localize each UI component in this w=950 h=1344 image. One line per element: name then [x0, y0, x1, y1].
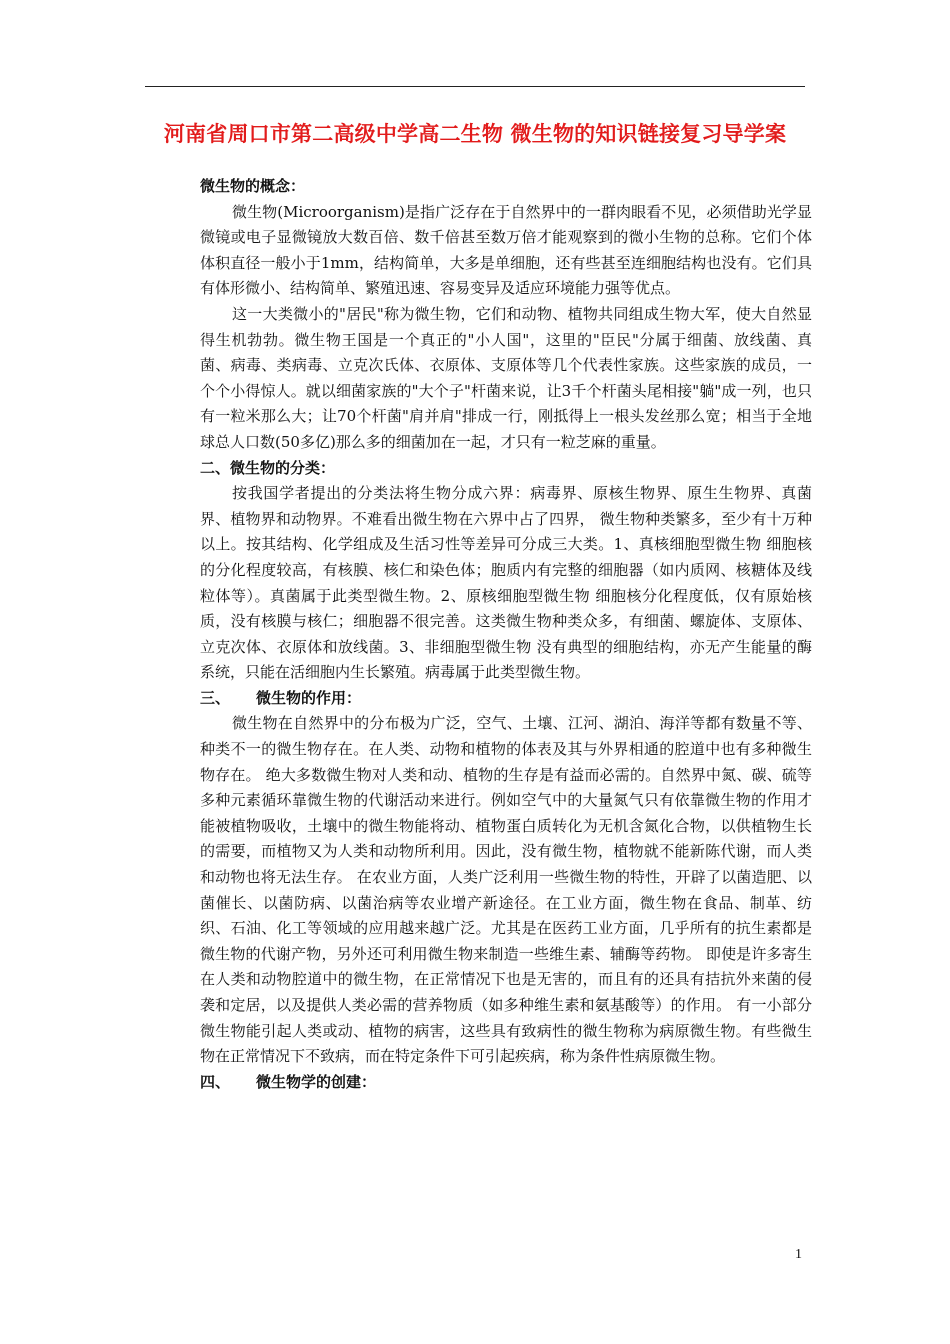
paragraph-function: 微生物在自然界中的分布极为广泛，空气、土壤、江河、湖泊、海洋等都有数量不等、种类不一的微生物存在。在人类、动物和植物的体表及其与外界相通的腔道中也有多种微生物存在。 绝大多数微生物对人类和动、植物的生存是有益而必需的。自然界中氮、碳、硫等多种元素循环靠微生物的代谢活动来进行。例如空气中的大量氮气只有依靠微生物的作用才能被植物吸收，土壤中的微生物能将动、植物蛋白质转化为无机含氮化合物，以供植物生长的需要，而植物又为人类和动物所利用。因此，没有微生物，植物就不能新陈代谢，而人类和动物也将无法生存。 在农业方面，人类广泛利用一些微生物的特性，开辟了以菌造肥、以菌催长、以菌防病、以菌治病等农业增产新途径。在工业方面，微生物在食品、制革、纺织、石油、化工等领域的应用越来越广泛。尤其是在医药工业方面，几乎所有的抗生素都是微生物的代谢产物，另外还可利用微生物来制造一些维生素、辅酶等药物。 即使是许多寄生在人类和动物腔道中的微生物，在正常情况下也是无害的，而且有的还具有拮抗外来菌的侵袭和定居，以及提供人类必需的营养物质（如多种维生素和氨基酸等）的作用。 有一小部分微生物能引起人类或动、植物的病害，这些具有致病性的微生物称为病原微生物。有些微生物在正常情况下不致病，而在特定条件下可引起疾病，称为条件性病原微生物。 [200, 714, 812, 1066]
document-title: 河南省周口市第二高级中学高二生物 微生物的知识链接复习导学案 [163, 121, 787, 146]
section-number-function: 三、 [200, 688, 231, 707]
section-title-founding: 微生物学的创建： [256, 1072, 377, 1091]
paragraph-classification: 按我国学者提出的分类法将生物分成六界：病毒界、原核生物界、原生生物界、真菌界、植物界和动物界。不难看出微生物在六界中占了四界， 微生物种类繁多，至少有十万种以上。按其结构、化学组成及生活习性等差异可分成三大类。1、真核细胞型微生物 细胞核的分化程度较高，有核膜、核仁和染色体；胞质内有完整的细胞器（如内质网、核糖体及线粒体等）。真菌属于此类型微生物。2、原核细胞型微生物 细胞核分化程度低，仅有原始核质，没有核膜与核仁；细胞器不很完善。这类微生物种类众多，有细菌、螺旋体、支原体、立克次体、衣原体和放线菌。3、非细胞型微生物 没有典型的细胞结构，亦无产生能量的酶系统，只能在活细胞内生长繁殖。病毒属于此类型微生物。 [200, 484, 812, 682]
header-rule [145, 86, 805, 87]
section-heading-function [200, 686, 812, 712]
paragraph-concept-2: 这一大类微小的"居民"称为微生物，它们和动物、植物共同组成生物大军，使大自然显得生机勃勃。微生物王国是一个真正的"小人国"，这里的"臣民"分属于细菌、放线菌、真菌、病毒、类病毒、立克次氏体、衣原体、支原体等几个代表性家族。这些家族的成员，一个个小得惊人。就以细菌家族的"大个子"杆菌来说，让3千个杆菌头尾相接"躺"成一列，也只有一粒米那么大；让70个杆菌"肩并肩"排成一行，刚抵得上一根头发丝那么宽；相当于全地球总人口数(50多亿)那么多的细菌加在一起，才只有一粒芝麻的重量。 [200, 304, 812, 451]
section-heading-concept: 微生物的概念： [200, 177, 306, 195]
page-number: 1 [795, 1247, 802, 1262]
section-heading-founding [200, 1070, 812, 1096]
paragraph-concept-1: 微生物(Microorganism)是指广泛存在于自然界中的一群肉眼看不见，必须借助光学显微镜或电子显微镜放大数百倍、数千倍甚至数万倍才能观察到的微小生物的总称。它们个体体积直径一般小于1mm，结构简单，大多是单细胞，还有些甚至连细胞结构也没有。它们具有体形微小、结构简单、繁殖迅速、容易变异及适应环境能力强等优点。 [200, 202, 812, 298]
section-number-founding: 四、 [200, 1072, 231, 1091]
document-body [200, 174, 812, 1095]
section-title-function: 微生物的作用： [256, 688, 362, 707]
section-heading-classification: 二、微生物的分类： [200, 458, 336, 477]
